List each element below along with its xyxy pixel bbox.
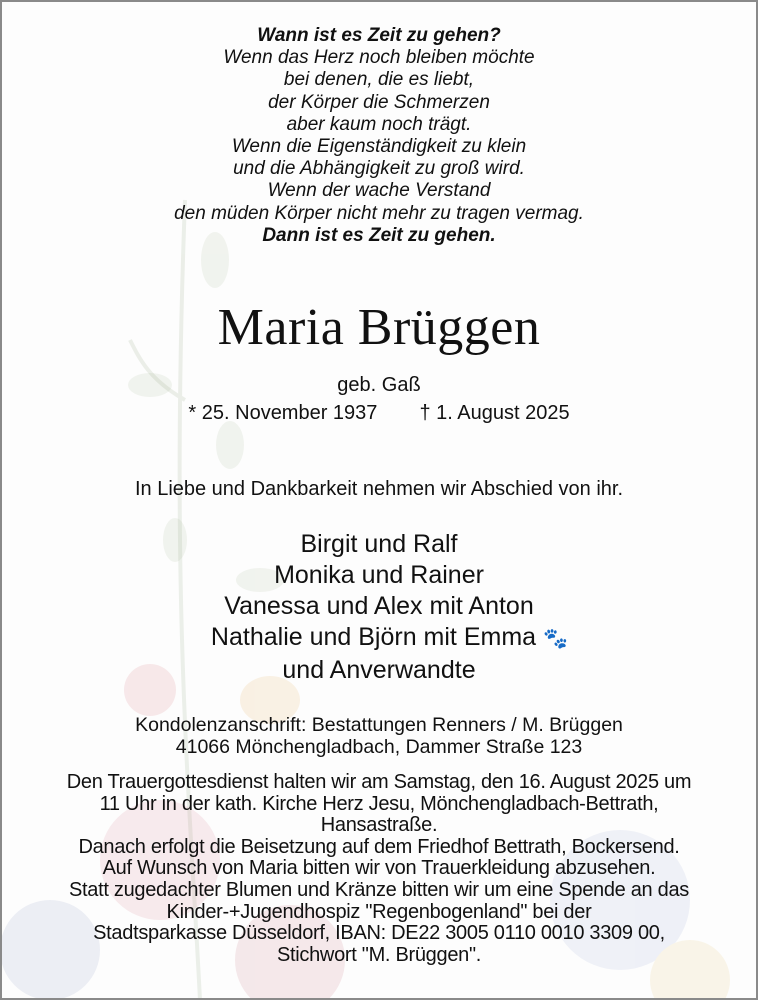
service-line: Danach erfolgt die Beisetzung auf dem Friedhof Bettrath, Bockersend. <box>78 835 680 858</box>
life-dates <box>0 399 758 427</box>
family-member: Birgit und Ralf <box>300 530 458 558</box>
deceased-name: Maria Brüggen <box>217 299 541 356</box>
poem-line: Wann ist es Zeit zu gehen? <box>257 25 501 46</box>
poem-line: Wenn das Herz noch bleiben möchte <box>223 47 535 69</box>
family-list <box>0 529 758 686</box>
poem-line: der Körper die Schmerzen <box>268 91 490 113</box>
service-line: 11 Uhr in der kath. Kirche Herz Jesu, Mönchengladbach-Bettrath, <box>99 792 659 815</box>
service-line: Den Trauergottesdienst halten wir am Samstag, den 16. August 2025 um <box>66 771 692 793</box>
birth-date: * 25. November 1937 <box>188 402 378 424</box>
farewell-text: In Liebe und Dankbarkeit nehmen wir Abschied von ihr. <box>134 478 624 500</box>
condolence-address <box>0 715 758 758</box>
service-line: Kinder-+Jugendhospiz "Regenbogenland" bei der <box>166 900 592 923</box>
poem <box>0 25 758 247</box>
service-line: Hansastraße. <box>320 814 438 837</box>
service-line: Stadtsparkasse Düsseldorf, IBAN: DE22 3005 0110 0010 3309 00, <box>93 922 665 945</box>
service-info <box>0 772 758 966</box>
family-member <box>0 622 758 655</box>
poem-line: den müden Körper nicht mehr zu tragen vermag. <box>174 202 584 224</box>
family-member-text: Nathalie und Björn mit Emma <box>210 623 537 651</box>
poem-line: Dann ist es Zeit zu gehen. <box>262 224 496 246</box>
family-member: und Anverwandte <box>282 656 476 684</box>
service-line: Stichwort "M. Brüggen". <box>276 943 482 966</box>
service-line: Statt zugedachter Blumen und Kränze bitten wir um eine Spende an das <box>68 878 689 901</box>
death-date: † 1. August 2025 <box>419 402 570 424</box>
family-member: Monika und Rainer <box>274 561 484 589</box>
poem-line: und die Abhängigkeit zu groß wird. <box>233 158 525 180</box>
paw-icon: 🐾 <box>543 628 568 650</box>
poem-line: bei denen, die es liebt, <box>283 69 475 91</box>
address-line: Kondolenzanschrift: Bestattungen Renners / M. Brüggen <box>135 714 623 736</box>
family-member: Vanessa und Alex mit Anton <box>224 592 534 620</box>
poem-line: aber kaum noch trägt. <box>286 113 472 135</box>
service-line: Auf Wunsch von Maria bitten wir von Trauerkleidung abzusehen. <box>102 857 656 880</box>
poem-line: Wenn die Eigenständigkeit zu klein <box>231 136 527 158</box>
birth-name: geb. Gaß <box>337 374 421 396</box>
address-line: 41066 Mönchengladbach, Dammer Straße 123 <box>175 735 583 758</box>
poem-line: Wenn der wache Verstand <box>267 180 491 202</box>
